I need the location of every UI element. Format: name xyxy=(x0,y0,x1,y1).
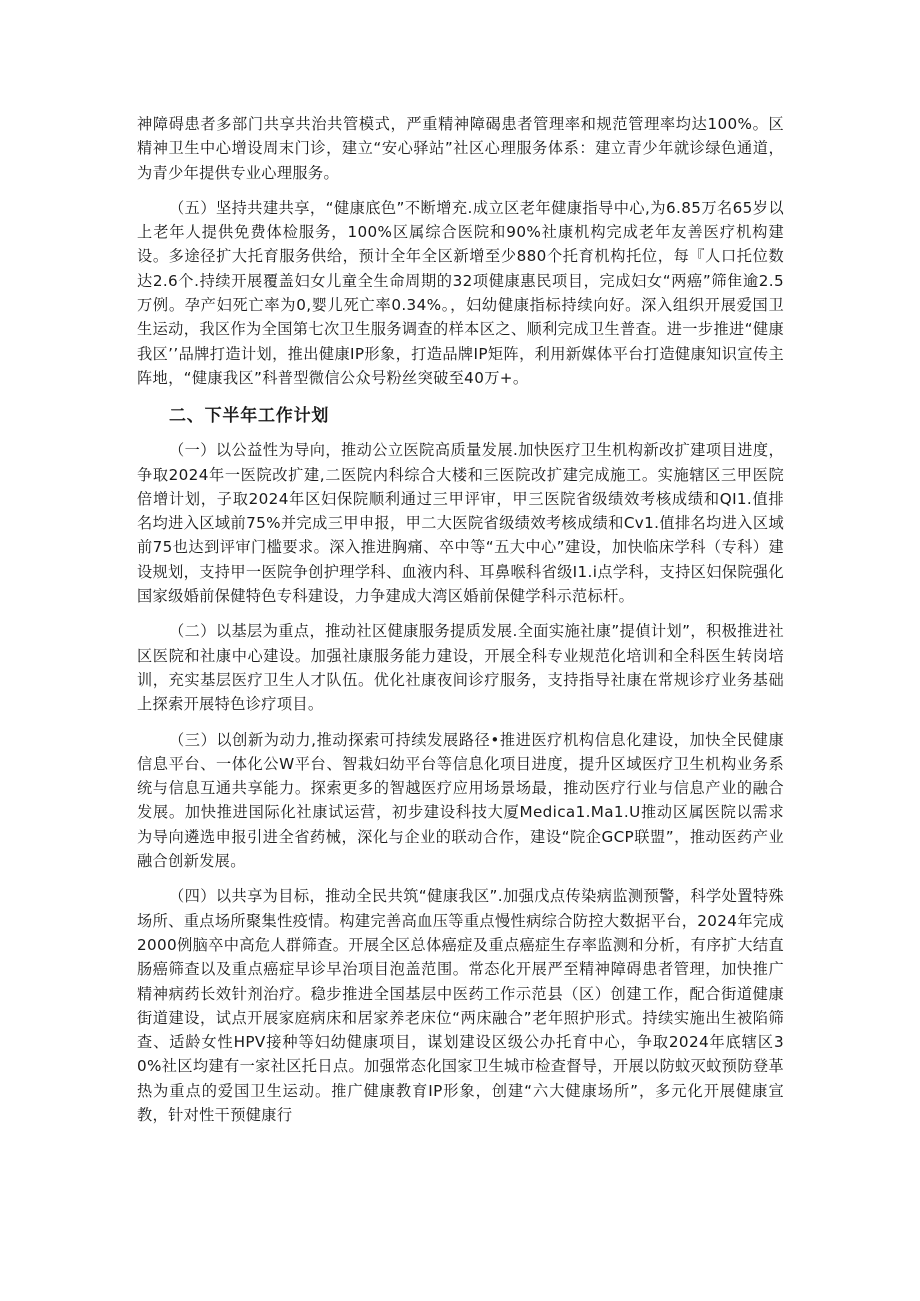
paragraph-plan-item-2: （二）以基层为重点，推动社区健康服务提质发展.全面实施社康”提偵计划”，积极推进社区医院和社康中心建设。加强社康服务能力建设，开展全科专业规范化培训和全科医生转岗培训，充实基层医疗卫生人才队伍。优化社康夜间诊疗服务，支持指导社康在常规诊疗业务基础上探索开展特色诊疗项目。 xyxy=(137,622,784,714)
intro-paragraph: 神障碍患者多部门共享共治共管模式，严重精神障碣患者管理率和规范管理率均达100%。区精神卫生中心增设周末门诊，建立“安心驿站”社区心理服务体系：建立青少年就诊绿色通道，为青少年提供专业心理服务。 xyxy=(137,115,784,182)
document-body xyxy=(137,112,784,1127)
paragraph-plan-item-3: （三）以创新为动力,推动探索可持续发展路径•推进医疗机构信息化建设，加快全民健康信息平台、一体化公W平台、智栽妇幼平台等信息化项目进度，提升区域医疗卫生机构业务系统与信息互通共享能力。探索更多的智越医疗应用场景场最，推动医疗行业与信息产业的融合发展。加快推进国际化社康试运营，初步建设科技大厦Medica1.Ma1.U推动区属医院以需求为导向遴选申报引进全省药械，深化与企业的联动合作，建设“院企GCP联盟”，推动医药产业融合创新发展。 xyxy=(137,730,784,871)
paragraph-plan-item-4: （四）以共享为目标，推动全民共筑“健康我区”.加强戊点传染病监测预警，科学处置特殊场所、重点场所聚集性疫情。构建完善高血压等重点慢性病综合防控大数据平台，2024年完成2000例脑卒中高危人群筛查。开展全区总体癌症及重点癌症生存率监测和分析，有序扩大结直肠癌筛查以及重点癌症早诊早治项目泡盖范围。常态化开展严至精神障碍患者管理，加快推广精神病药长效针剂治疗。稳步推进全国基层中医药工作示范县（区）创建工作，配合街道健康街道建设，试点开展家庭病床和居家养老床位“两床融合”老年照护形式。持续实施出生被陷筛查、适龄女性HPV接种等妇幼健康项目，谋划建设区级公办托育中心，争取2024年底辖区30%社区均建有一家社区托日点。加强常态化国家卫生城市检查督导，开展以防蚊灭蚊预防登革热为重点的爱国卫生运动。推广健康教育IP形象，创建“六大健康场所”，多元化开展健康宣教，针对性干预健康行 xyxy=(137,887,784,1124)
paragraph-item-5: （五）坚持共建共享，“健康底色”不断增充.成立区老年健康指导中心,为6.85万名65岁以上老年人提供免费体检服务，100%区属综合医院和90%社康机构完成老年友善医疗机构建设。多途径扩大托育服务供给，预计全年全区新增至少880个托育机构托位，每『人口托位数达2.6个.持续开展覆盖妇女儿童全生命周期的32项健康惠民项目，完成妇女“两癌”筛隹逾2.5万例。孕产妇死亡率为0,婴儿死亡率0.34%。，妇幼健康指标持续向好。深入组织开展爱国卫生运动，我区作为全国第七次卫生服务调查的样本区之、顺利完成卫生普查。进一步推进“健康我区’’品牌打造计划，推出健康IP形象，打造品牌IP矩阵，利用新媒体平台打造健康知识宣传主阵地，“健康我区”科普型微信公众号粉丝突破至40万+。 xyxy=(137,198,784,387)
paragraph-plan-item-1: （一）以公益性为导向，推动公立医院高质量发展.加快医疗卫生机构新改扩建项目进度，争取2024年一医院改扩建,二医院内科综合大楼和三医院改扩建完成施工。实施辖区三甲医院倍增计划，子取2024年区妇保院顺利通过三甲评审，甲三医院省级绩效考核成绩和QI1.值排名均进入区域前75%并完成三甲申报，甲二大医院省级绩效考核成绩和Cv1.值排名均进入区域前75也达到评审门槛要求。深入推进胸痛、卒中等“五大中心”建设，加快临床学科（专科）建设规划，支持甲一医院争创护理学科、血液内科、耳鼻喉科省级I1.i点学科，支持区妇保院强化国家级婚前保健特色专科建设，力争建成大湾区婚前保健学科示范标杆。 xyxy=(137,441,784,606)
section-heading: 二、下半年工作计划 xyxy=(169,406,330,427)
